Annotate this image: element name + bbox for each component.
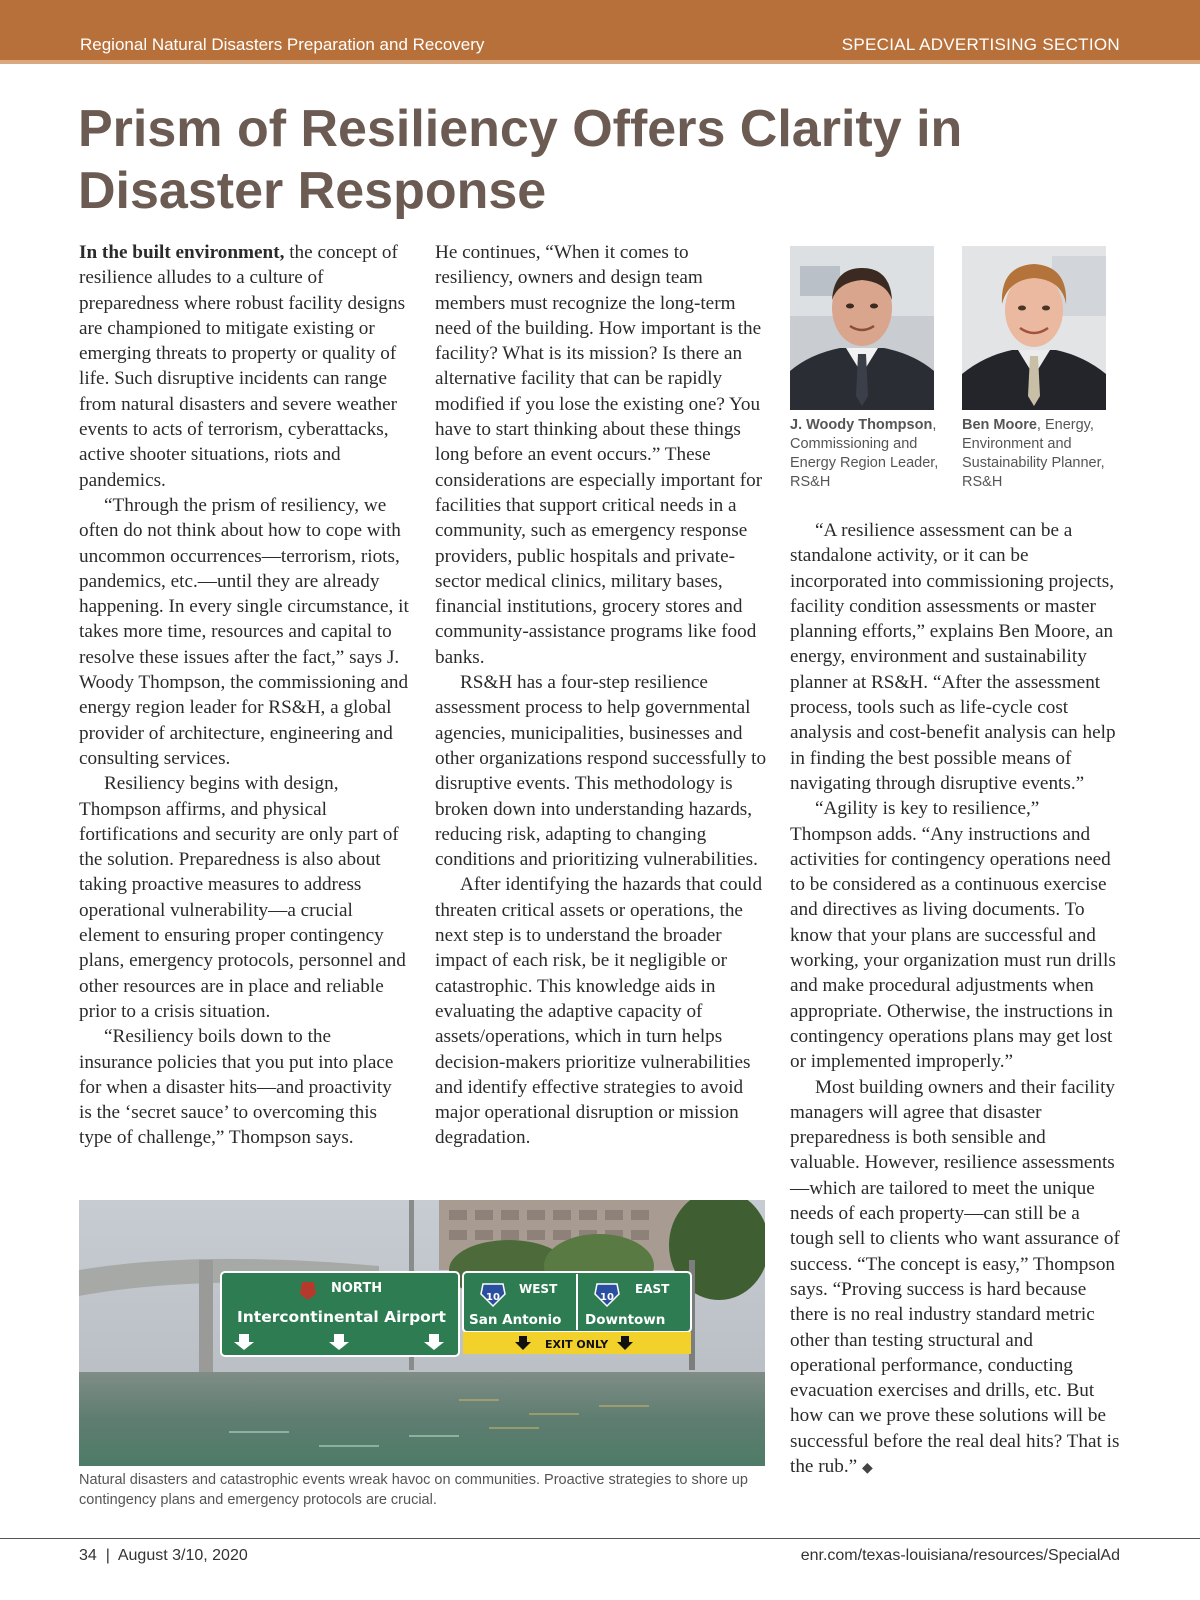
paragraph: RS&H has a four-step resilience assessment process to help governmental agencies, municipalities, businesses and other organizations respond successfully to disruptive events. This methodology is broken down into understanding hazards, reducing risk, adapting to changing conditions and prioritizing vulnerabilities. [435,672,767,871]
interstate-shield-east: 10 [600,1292,614,1303]
person-role: , Commissioning and Energy Region Leader, RS&H [790,417,939,490]
article-column-3 [790,518,1120,1481]
page-info: 34 | August 3/10, 2020 [79,1547,248,1564]
north-sign-label: NORTH [331,1281,383,1296]
east-sign-label: EAST [635,1282,670,1296]
north-sign-destination: Intercontinental Airport [237,1308,446,1326]
paragraph: “Resiliency boils down to the insurance policies that you put into place for when a disaster hits—and proactivity is the ‘secret sauce’ to overcoming this type of challenge,” Thompson says. [79,1026,394,1149]
person-name: J. Woody Thompson [790,417,933,433]
paragraph: “Through the prism of resiliency, we often do not think about how to cope with uncommon occurrences—terrorism, riots, pandemics, etc.—until they are already happening. In every single circumstance, it takes more time, resources and capital to resolve these issues after the fact,” says J. Woody Thompson, the commissioning and energy region leader for RS&H, a global provider of architecture, engineering and consulting services. [79,494,409,769]
paragraph: He continues, “When it comes to resiliency, owners and design team members must recognize the long-term need of the building. How important is the facility? What is its mission? Is there an alternative facility that can be rapidly modified if you lose the existing one? You have to start thinking about these things long before an event occurs.” These considerations are especially important for facilities that support critical needs in a community, such as emergency response providers, public hospitals and private-sector medical clinics, military bases, financial institutions, grocery stores and community-assistance programs like food banks. [435,242,763,668]
footer-url: enr.com/texas-louisiana/resources/SpecialAd [800,1547,1120,1564]
lead-in: In the built environment, [79,242,285,263]
person-role: , Energy, Environment and Sustainability Planner, RS&H [962,417,1105,490]
interstate-shield-west: 10 [486,1292,500,1303]
section-header [0,0,1200,64]
west-sign-destination: San Antonio [469,1312,562,1328]
paragraph: Resiliency begins with design, Thompson affirms, and physical fortifications and security are only part of the solution. Preparedness is also about taking proactive measures to address operational vulnerability—a crucial element to ensuring proper contingency plans, emergency protocols, personnel and other resources are in place and reliable prior to a crisis situation. [79,773,406,1022]
photo-caption: Natural disasters and catastrophic events wreak havoc on communities. Proactive strategies to shore up contingency plans and emergency protocols are crucial. [79,1472,748,1508]
paragraph: “A resilience assessment can be a standalone activity, or it can be incorporated into commissioning projects, facility condition assessments or master planning efforts,” explains Ben Moore, an energy, environment and sustainability planner at RS&H. “After the assessment process, tools such as life-cycle cost analysis and cost-benefit analysis can help in finding the best possible means of navigating through disruptive events.” [790,520,1116,794]
paragraph-text: the concept of resilience alludes to a culture of preparedness where robust facility designs are championed to mitigate existing or emerging threats to property or quality of life. Such disruptive incidents can range from natural disasters and severe weather events to acts of terrorism, cyberattacks, active shooter situations, riots and pandemics. [79,242,406,491]
section-tag: SPECIAL ADVERTISING SECTION [841,35,1120,54]
article-title: Prism of Resiliency Offers Clarity in Disaster Response [78,100,963,220]
article-column-2 [435,240,768,1151]
portrait-ben-moore [962,246,1106,410]
article-column-1 [79,240,409,1151]
person-name: Ben Moore [962,417,1037,433]
portrait-caption [962,416,1132,492]
west-sign-label: WEST [519,1282,558,1296]
paragraph: “Agility is key to resilience,” Thompson adds. “Any instructions and activities for contingency operations need to be considered as a continuous exercise and directives as living documents. To know that your plans are successful and working, your organization must run drills and make procedural adjustments when appropriate. Otherwise, the instructions in contingency operations plans may get lost or implemented improperly.” [790,798,1116,1073]
section-title: Regional Natural Disasters Preparation and Recovery [80,35,485,54]
paragraph: After identifying the hazards that could threaten critical assets or operations, the next step is to understand the broader impact of each risk, be it negligible or catastrophic. This knowledge aids in evaluating the adaptive capacity of assets/operations, which in turn helps decision-makers prioritize vulnerabilities and identify effective strategies to avoid major operational disruption or mission degradation. [435,874,763,1149]
end-mark: ◆ [861,1460,873,1476]
flooded-highway-photo [79,1200,765,1466]
paragraph [790,1075,1120,1482]
portrait-woody-thompson [790,246,934,410]
east-sign-destination: Downtown [585,1312,666,1328]
paragraph [79,240,409,493]
paragraph-text: Most building owners and their facility managers will agree that disaster preparedness is both sensible and valuable. However, resilience assessments—which are tailored to meet the unique needs of each property—can still be a tough sell to clients who want assurance of success. “The concept is easy,” Thompson says. “Proving success is hard because there is no real industry standard metric other than testing structural and operational performance, conducting evacuation exercises and drills, etc. But how can we prove these solutions will be successful before the real deal hits? That is the rub.” [790,1076,1120,1477]
exit-only-label: EXIT ONLY [545,1338,609,1351]
footer-divider [0,1538,1200,1539]
portrait-caption [790,416,960,492]
